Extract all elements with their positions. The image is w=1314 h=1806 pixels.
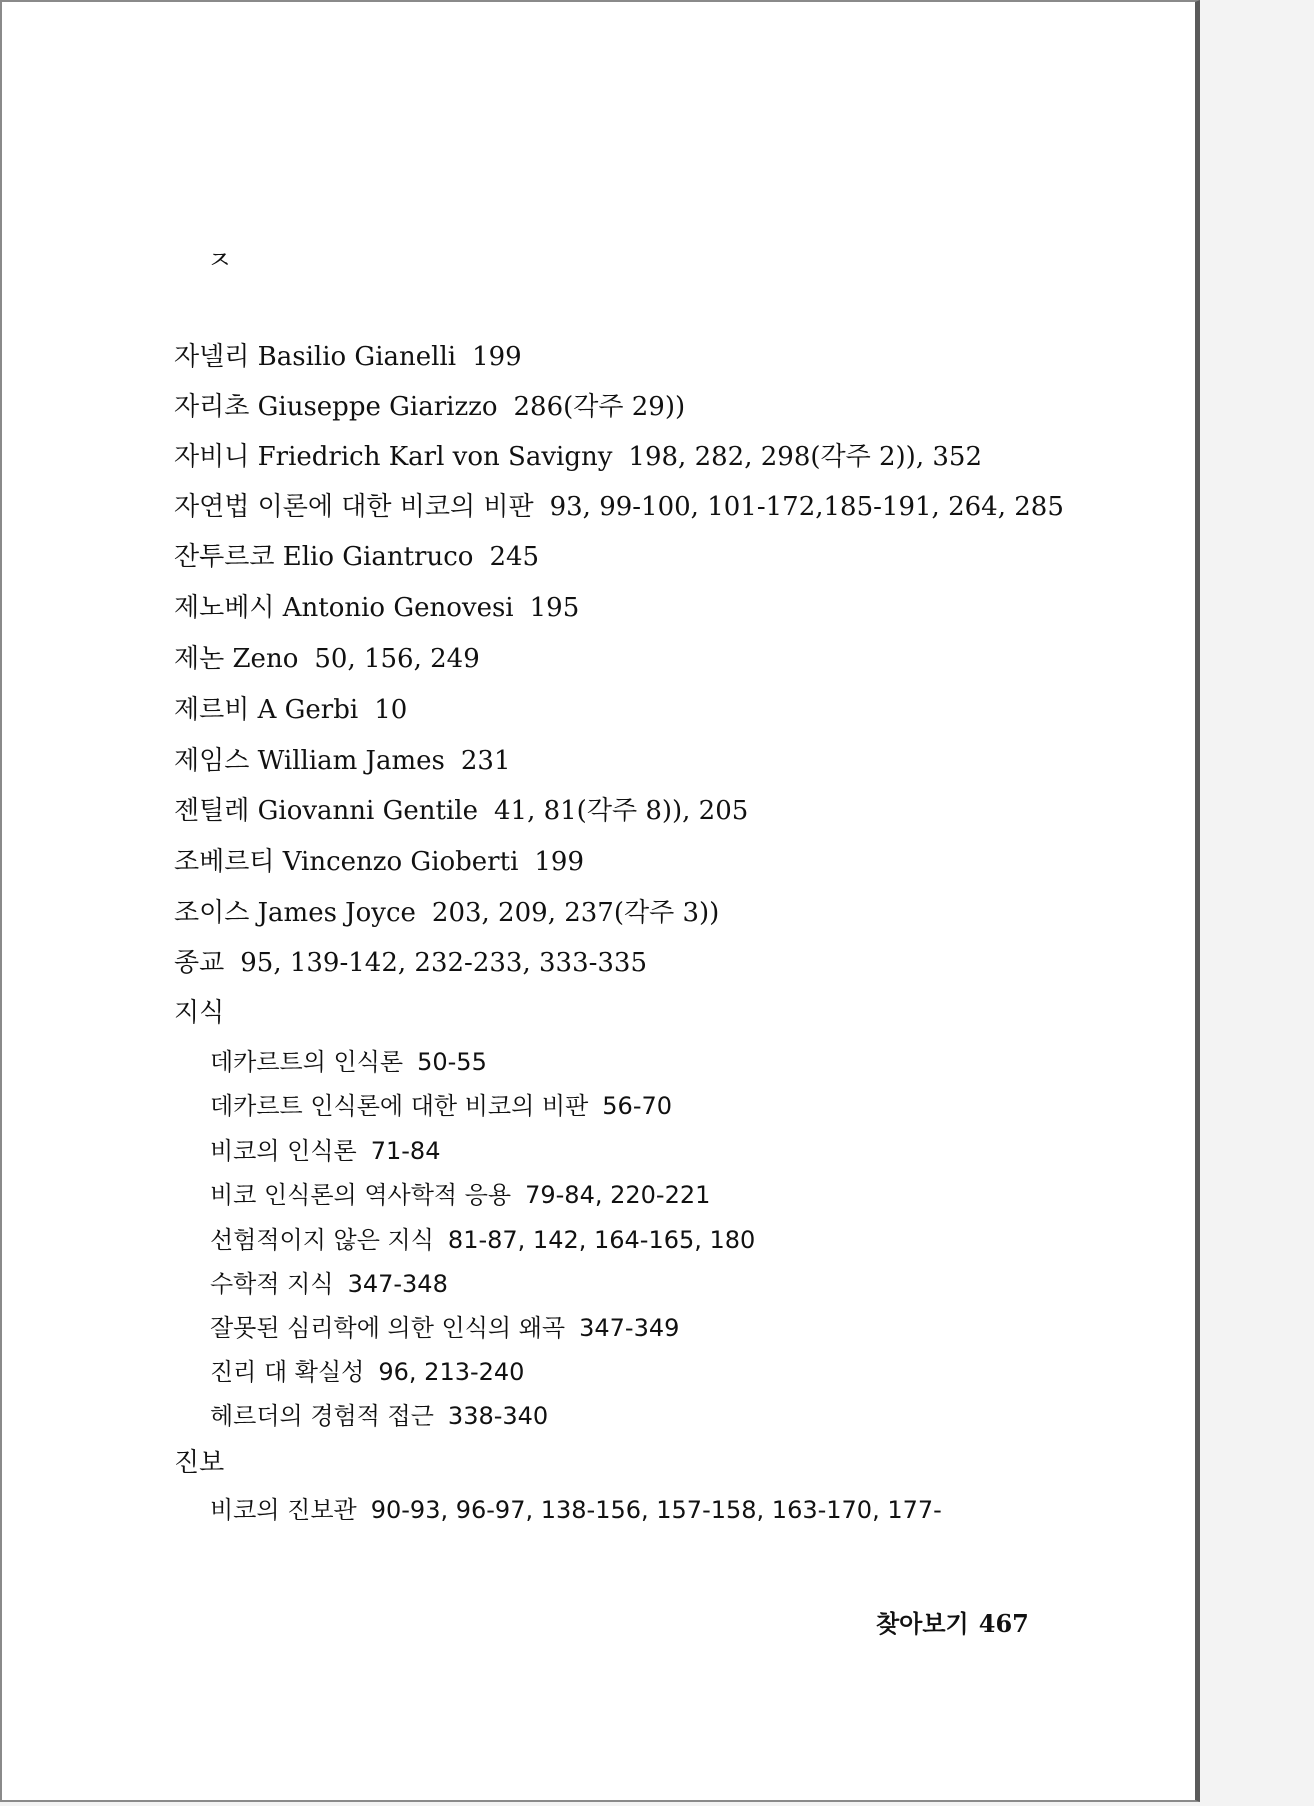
entry-term: 자연법 이론에 대한 비코의 비판	[174, 492, 534, 522]
entry-term: 조베르티 Vincenzo Gioberti	[174, 847, 519, 877]
subentry-term: 비코의 진보관	[210, 1496, 357, 1524]
entry-pages: 41, 81(각주 8)), 205	[493, 796, 749, 826]
entry-pages: 199	[534, 847, 585, 877]
index-subentry	[210, 1179, 710, 1211]
subentry-pages: 79-84, 220-221	[525, 1181, 711, 1209]
subentry-term: 헤르더의 경험적 접근	[210, 1402, 434, 1430]
subentry-pages: 338-340	[447, 1402, 549, 1430]
entry-pages: 245	[489, 542, 540, 572]
index-entry	[174, 996, 240, 1030]
index-entry	[174, 490, 1064, 524]
entry-term: 제노베시 Antonio Genovesi	[174, 593, 514, 623]
index-entry	[174, 845, 584, 879]
subentry-term: 데카르트의 인식론	[210, 1048, 404, 1076]
subentry-term: 선험적이지 않은 지식	[210, 1226, 434, 1254]
entry-pages: 195	[529, 593, 580, 623]
subentry-term: 수학적 지식	[210, 1270, 334, 1298]
index-subentry	[210, 1400, 548, 1432]
subentry-pages: 56-70	[602, 1092, 673, 1120]
index-entry	[174, 591, 579, 625]
entry-pages: 93, 99-100, 101-172,185-191, 264, 285	[549, 492, 1064, 522]
index-entry	[174, 1446, 240, 1480]
subentry-term: 진리 대 확실성	[210, 1358, 365, 1386]
index-subentry	[210, 1312, 679, 1344]
entry-term: 자비니 Friedrich Karl von Savigny	[174, 442, 613, 472]
subentry-term: 비코의 인식론	[210, 1137, 357, 1165]
index-entry	[174, 896, 719, 930]
index-entry	[174, 744, 511, 778]
index-subentry	[210, 1224, 755, 1256]
entry-pages: 198, 282, 298(각주 2)), 352	[628, 442, 982, 472]
footer-label: 찾아보기	[876, 1609, 969, 1638]
entry-term: 젠틸레 Giovanni Gentile	[174, 796, 478, 826]
entry-pages: 95, 139-142, 232-233, 333-335	[240, 948, 648, 978]
section-letter-heading: ㅈ	[207, 246, 233, 276]
index-entry	[174, 642, 480, 676]
index-entry	[174, 794, 748, 828]
subentry-pages: 81-87, 142, 164-165, 180	[447, 1226, 756, 1254]
entry-term: 자리초 Giuseppe Giarizzo	[174, 392, 498, 422]
entry-pages: 199	[472, 342, 522, 372]
subentry-term: 잘못된 심리학에 의한 인식의 왜곡	[210, 1314, 566, 1342]
subentry-pages: 50-55	[417, 1048, 487, 1076]
subentry-pages: 347-348	[347, 1270, 448, 1298]
page-footer	[876, 1604, 1029, 1639]
index-subentry	[210, 1135, 440, 1167]
index-entry	[174, 390, 685, 424]
index-entry	[174, 946, 647, 980]
entry-term: 제르비 A Gerbi	[174, 695, 359, 725]
page-number: 467	[978, 1609, 1029, 1638]
subentry-term: 비코 인식론의 역사학적 응용	[210, 1181, 512, 1209]
index-subentry	[210, 1356, 524, 1388]
index-entry	[174, 540, 539, 574]
entry-term: 종교	[174, 948, 225, 978]
entry-pages: 50, 156, 249	[314, 644, 480, 674]
entry-pages: 10	[374, 695, 408, 725]
index-subentry	[210, 1268, 448, 1300]
index-subentry	[210, 1494, 942, 1526]
entry-term: 제임스 William James	[174, 746, 445, 776]
entry-pages: 203, 209, 237(각주 3))	[431, 898, 720, 928]
entry-term: 지식	[174, 998, 225, 1028]
entry-pages: 231	[460, 746, 511, 776]
index-subentry	[210, 1090, 672, 1122]
entry-term: 자넬리 Basilio Gianelli	[174, 342, 457, 372]
index-subentry	[210, 1046, 487, 1078]
index-entry	[174, 693, 407, 727]
entry-term: 잔투르코 Elio Giantruco	[174, 542, 474, 572]
entry-pages: 286(각주 29))	[513, 392, 686, 422]
entry-term: 제논 Zeno	[174, 644, 299, 674]
subentry-pages: 71-84	[370, 1137, 441, 1165]
subentry-pages: 96, 213-240	[378, 1358, 525, 1386]
subentry-pages: 347-349	[579, 1314, 680, 1342]
index-entry	[174, 340, 522, 374]
entry-term: 진보	[174, 1448, 225, 1478]
index-entry	[174, 440, 982, 474]
entry-term: 조이스 James Joyce	[174, 898, 416, 928]
subentry-term: 데카르트 인식론에 대한 비코의 비판	[210, 1092, 589, 1120]
subentry-pages: 90-93, 96-97, 138-156, 157-158, 163-170, 177-	[370, 1496, 942, 1524]
